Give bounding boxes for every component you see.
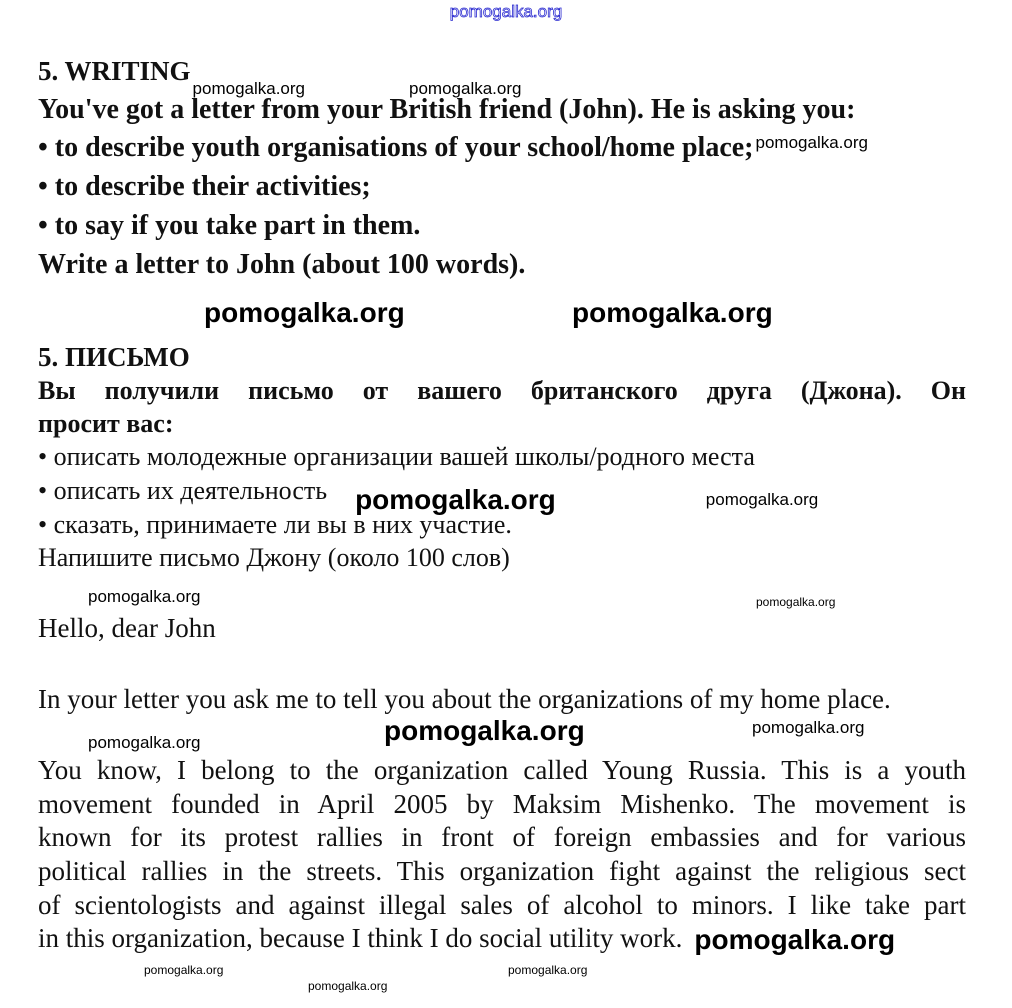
watermark: pomogalka.org [705,490,819,509]
watermark: pomogalka.org [88,587,201,606]
english-instruction: Write a letter to John (about 100 words). [38,249,526,280]
russian-bullet: • описать их деятельность [38,476,328,505]
english-intro: You've got a letter from your British friend (John). He is asking you: [38,94,856,125]
watermark: pomogalka.org [204,297,405,328]
watermark: pomogalka.org [694,924,896,955]
english-heading: 5. WRITING [38,56,191,86]
english-bullet: • to describe their activities; [38,171,371,202]
letter-body-line: movement founded in April 2005 by Maksim Mishenko. The movement is [38,789,966,819]
russian-instruction: Напишите письмо Джону (около 100 слов) [38,543,510,572]
russian-bullet: • сказать, принимаете ли вы в них участие. [38,510,512,539]
watermark: pomogalka.org [144,963,224,977]
watermark: pomogalka.org [355,484,556,515]
watermark: pomogalka.org [508,963,588,977]
watermark: pomogalka.org [409,79,522,98]
watermark: pomogalka.org [192,79,306,98]
russian-intro-line: просит вас: [38,409,174,438]
letter-body-line: in this organization, because I think I do social utility work. [38,923,683,953]
watermark: pomogalka.org [572,297,773,328]
letter-body-row [38,923,895,954]
watermark: pomogalka.org [384,715,585,746]
watermark-top: pomogalka.org [449,2,563,21]
letter-body-line: known for its protest rallies in front of foreign embassies and for various [38,822,966,852]
english-bullet: • to say if you take part in them. [38,210,421,241]
russian-bullet-row [38,476,818,514]
watermark: pomogalka.org [88,733,201,752]
watermark: pomogalka.org [752,718,865,737]
russian-heading: 5. ПИСЬМО [38,342,190,372]
letter-greeting: Hello, dear John [38,613,216,643]
english-bullet-row [38,133,868,163]
letter-body-line: of scientologists and against illegal sales of alcohol to minors. I like take part [38,890,966,920]
letter-body-line: You know, I belong to the organization called Young Russia. This is a youth [38,755,966,785]
watermark: pomogalka.org [755,133,868,152]
russian-bullet: • описать молодежные организации вашей школы/родного места [38,442,755,471]
russian-intro-line: Вы получили письмо от вашего британского друга (Джона). Он [38,376,966,405]
english-heading-row [38,56,521,97]
watermark: pomogalka.org [756,595,836,609]
letter-opening: In your letter you ask me to tell you about the organizations of my home place. [38,684,891,714]
letter-body-line: political rallies in the streets. This organization fight against the religious sect [38,856,966,886]
english-bullet: • to describe youth organisations of your school/home place; [38,132,754,163]
watermark: pomogalka.org [308,979,388,993]
